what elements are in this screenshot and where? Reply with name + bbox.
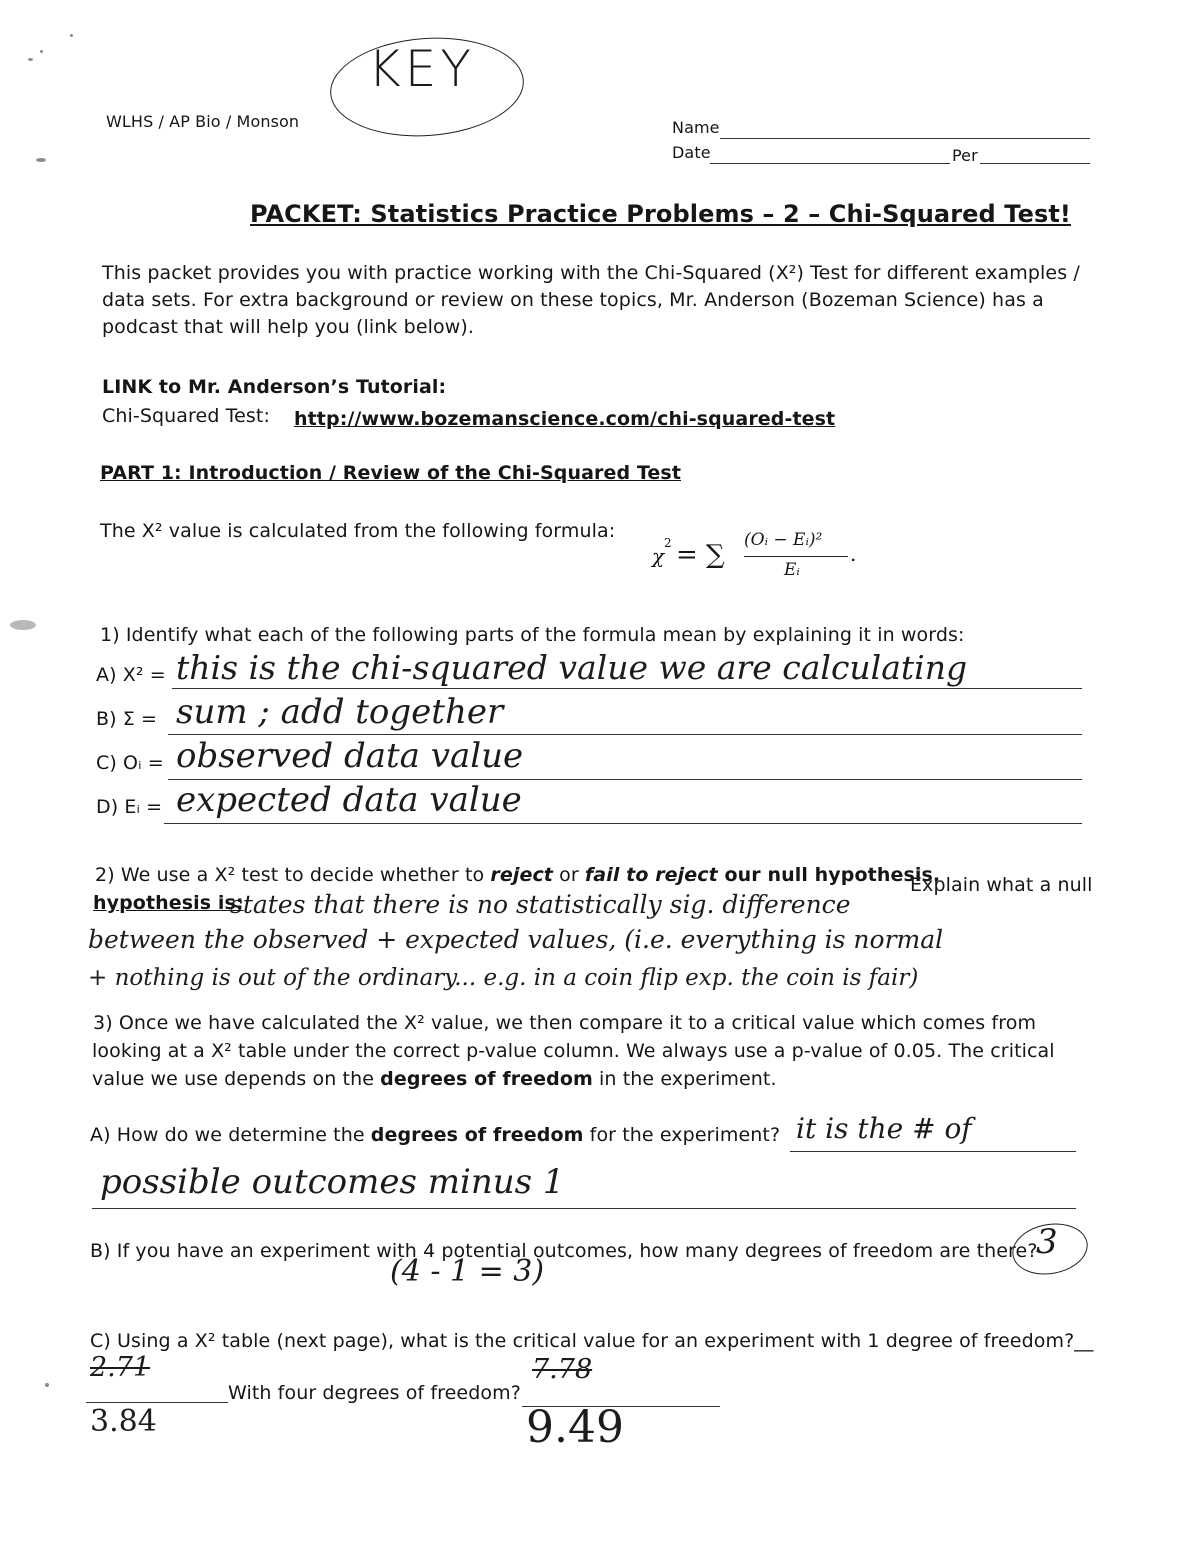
- q1-b-answer: sum ; add together: [176, 692, 504, 732]
- formula-fraction-bar: [744, 556, 848, 557]
- q1-prompt: 1) Identify what each of the following parts of the formula mean by explaining it in words:: [100, 624, 965, 646]
- q3-line-3-a: value we use depends on the: [92, 1068, 381, 1090]
- q2-text-a: 2) We use a X² test to decide whether to: [95, 864, 491, 886]
- q2-reject: reject: [490, 864, 553, 886]
- scan-speck: [70, 34, 73, 37]
- q3c-line-1: [86, 1402, 228, 1403]
- q3c-mid-text: With four degrees of freedom?: [228, 1382, 521, 1404]
- q3b-work: (4 - 1 = 3): [390, 1254, 545, 1289]
- name-line: [720, 138, 1090, 139]
- q3c-prompt: C) Using a X² table (next page), what is the critical value for an experiment with 1 degree of freedom?__: [90, 1330, 1094, 1352]
- q3-line-2: looking at a X² table under the correct p-value column. We always use a p-value of 0.05. The critical: [92, 1040, 1055, 1062]
- q3a-prompt-a: A) How do we determine the: [90, 1124, 371, 1146]
- q3c-answer-1: 3.84: [90, 1404, 157, 1439]
- q3-line-3: [92, 1068, 777, 1090]
- q3-line-3-b: in the experiment.: [592, 1068, 777, 1090]
- q1-b-line: [168, 734, 1082, 735]
- q2-answer-3: + nothing is out of the ordinary... e.g. in a coin flip exp. the coin is fair): [88, 965, 919, 991]
- q3a-answer-2: possible outcomes minus 1: [100, 1162, 565, 1202]
- scan-speck: [10, 620, 36, 630]
- period-line: [980, 163, 1090, 164]
- q2-text-b: our null hypothesis.: [717, 864, 941, 886]
- tutorial-link[interactable]: http://www.bozemanscience.com/chi-squared-test: [294, 408, 836, 430]
- q3a-line-1: [790, 1151, 1076, 1152]
- name-label: Name: [672, 118, 720, 137]
- q3-line-1: 3) Once we have calculated the X² value, we then compare it to a critical value which comes from: [93, 1012, 1037, 1034]
- q1-d-label: D) Eᵢ =: [96, 796, 163, 818]
- formula-intro: The X² value is calculated from the following formula:: [100, 520, 616, 542]
- formula-denominator: Eᵢ: [784, 560, 800, 580]
- course-label: WLHS / AP Bio / Monson: [106, 112, 300, 131]
- q1-a-line: [172, 688, 1082, 689]
- q3a-prompt-bold: degrees of freedom: [370, 1124, 584, 1146]
- chi-squared-formula: [652, 528, 872, 594]
- link-label: Chi-Squared Test:: [102, 405, 270, 427]
- link-heading: LINK to Mr. Anderson’s Tutorial:: [102, 376, 447, 398]
- q3-degrees-bold: degrees of freedom: [380, 1068, 593, 1090]
- q2-fail-to-reject: fail to reject: [584, 864, 718, 886]
- q3b-prompt: B) If you have an experiment with 4 potential outcomes, how many degrees of freedom are there?: [90, 1240, 1038, 1262]
- scan-speck: [45, 1383, 49, 1387]
- q2-line-1: [95, 864, 940, 886]
- scan-speck: [28, 58, 33, 61]
- scan-speck: [36, 158, 46, 162]
- q3a-prompt-b: for the experiment?: [583, 1124, 781, 1146]
- formula-period: .: [850, 542, 857, 566]
- date-label: Date: [672, 143, 711, 162]
- q1-d-line: [164, 823, 1082, 824]
- q1-c-label: C) Oᵢ =: [96, 752, 164, 774]
- intro-line-2: data sets. For extra background or review on these topics, Mr. Anderson (Bozeman Science) has a: [102, 289, 1044, 311]
- page-title: PACKET: Statistics Practice Problems – 2 – Chi-Squared Test!: [250, 200, 1071, 228]
- formula-numerator: (Oᵢ − Eᵢ)²: [744, 530, 823, 550]
- q1-b-label: B) Σ =: [96, 708, 158, 730]
- q3b-answer: 3: [1036, 1222, 1058, 1262]
- formula-chi: χ: [652, 544, 665, 568]
- date-line: [710, 163, 950, 164]
- q2-answer-2: between the observed + expected values, (i.e. everything is normal: [88, 925, 944, 954]
- q3c-answer-2: 9.49: [526, 1402, 624, 1453]
- q2-answer-1: states that there is no statistically sig. difference: [230, 890, 851, 919]
- q2-text-c: Explain what a null: [910, 874, 1093, 896]
- q3a-line-2: [92, 1208, 1076, 1209]
- q3c-struck-answer-2: 7.78: [532, 1354, 593, 1385]
- intro-line-3: podcast that will help you (link below).: [102, 316, 475, 338]
- q2-or: or: [553, 864, 585, 886]
- part1-heading: PART 1: Introduction / Review of the Chi-Squared Test: [100, 462, 682, 484]
- q3c-struck-answer-1: 2.71: [90, 1352, 151, 1383]
- q3a-prompt: [90, 1124, 780, 1146]
- scan-speck: [40, 50, 43, 53]
- formula-exponent: 2: [664, 536, 672, 550]
- q2-hypothesis-label: hypothesis is:: [93, 892, 244, 914]
- intro-line-1: This packet provides you with practice working with the Chi-Squared (X²) Test for different examples /: [102, 262, 1080, 284]
- key-mark: KEY: [368, 40, 475, 98]
- period-label: Per: [952, 146, 978, 165]
- formula-sum: = ∑: [676, 540, 725, 570]
- q1-a-answer: this is the chi-squared value we are calculating: [176, 648, 968, 687]
- q3a-answer-1: it is the # of: [796, 1112, 972, 1145]
- q1-c-answer: observed data value: [176, 736, 524, 776]
- q1-d-answer: expected data value: [176, 780, 522, 820]
- q1-a-label: A) X² =: [96, 664, 166, 686]
